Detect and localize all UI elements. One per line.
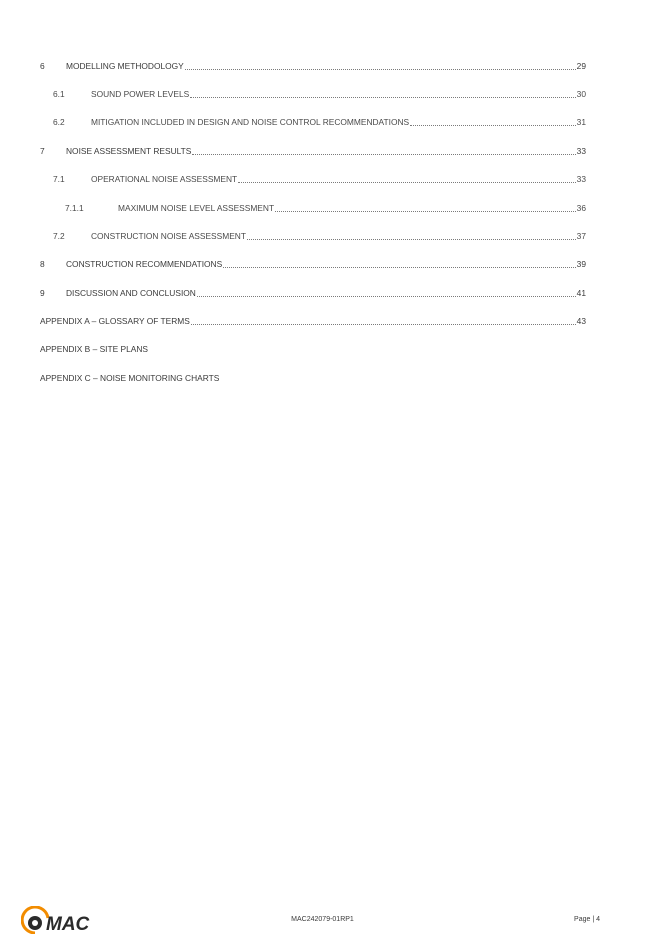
page-number-label: Page | 4	[574, 916, 600, 923]
toc-title: CONSTRUCTION RECOMMENDATIONS	[66, 259, 223, 269]
toc-page-number: 33	[576, 174, 586, 184]
dot-leader	[185, 62, 576, 70]
toc-entry-8[interactable]	[40, 259, 586, 270]
dot-leader	[410, 118, 576, 126]
toc-title: CONSTRUCTION NOISE ASSESSMENT	[91, 231, 246, 241]
toc-entry-6-1[interactable]	[53, 89, 586, 100]
toc-page-number: 30	[576, 89, 586, 99]
toc-title: SOUND POWER LEVELS	[91, 89, 190, 99]
toc-number: 7.2	[53, 231, 65, 241]
toc-entry-7-2[interactable]	[53, 231, 586, 242]
dot-leader	[192, 147, 575, 155]
toc-entry-6[interactable]	[40, 61, 586, 72]
toc-entry-7-1[interactable]	[53, 174, 586, 185]
toc-number: 6	[40, 61, 45, 71]
toc-page-number: 43	[576, 316, 586, 326]
toc-title: MODELLING METHODOLOGY	[66, 61, 184, 71]
toc-entry-7[interactable]	[40, 146, 586, 157]
toc-title: APPENDIX A – GLOSSARY OF TERMS	[40, 316, 190, 326]
dot-leader	[275, 204, 576, 212]
dot-leader	[238, 175, 576, 183]
toc-page-number: 41	[576, 288, 586, 298]
toc-page-number: 37	[576, 231, 586, 241]
toc-number: 7.1.1	[65, 203, 84, 213]
toc-page-number: 31	[576, 117, 586, 127]
dot-leader	[190, 90, 575, 98]
toc-number: 6.1	[53, 89, 65, 99]
toc-number: 7	[40, 146, 45, 156]
toc-page-number: 36	[576, 203, 586, 213]
toc-title: MITIGATION INCLUDED IN DESIGN AND NOISE CONTROL RECOMMENDATIONS	[91, 117, 410, 127]
toc-title: NOISE ASSESSMENT RESULTS	[66, 146, 192, 156]
toc-entry-9[interactable]	[40, 288, 586, 299]
toc-title: OPERATIONAL NOISE ASSESSMENT	[91, 174, 238, 184]
logo-text: MAC	[46, 914, 90, 934]
toc-entry-appendix-a[interactable]	[40, 316, 586, 327]
dot-leader	[223, 260, 575, 268]
dot-leader	[247, 232, 576, 240]
dot-leader	[191, 317, 576, 325]
toc-entry-6-2[interactable]	[53, 117, 586, 128]
toc-page-number: 39	[576, 259, 586, 269]
toc-number: 7.1	[53, 174, 65, 184]
toc-entry-appendix-b[interactable]: APPENDIX B – SITE PLANS	[40, 344, 148, 354]
toc-title: DISCUSSION AND CONCLUSION	[66, 288, 196, 298]
toc-number: 9	[40, 288, 45, 298]
toc-number: 6.2	[53, 117, 65, 127]
toc-page-number: 33	[576, 146, 586, 156]
toc-page-number: 29	[576, 61, 586, 71]
toc-title: MAXIMUM NOISE LEVEL ASSESSMENT	[118, 203, 275, 213]
toc-entry-appendix-c[interactable]: APPENDIX C – NOISE MONITORING CHARTS	[40, 373, 220, 383]
document-reference: MAC242079-01RP1	[291, 916, 354, 923]
toc-number: 8	[40, 259, 45, 269]
dot-leader	[197, 289, 576, 297]
toc-entry-7-1-1[interactable]	[65, 203, 586, 214]
